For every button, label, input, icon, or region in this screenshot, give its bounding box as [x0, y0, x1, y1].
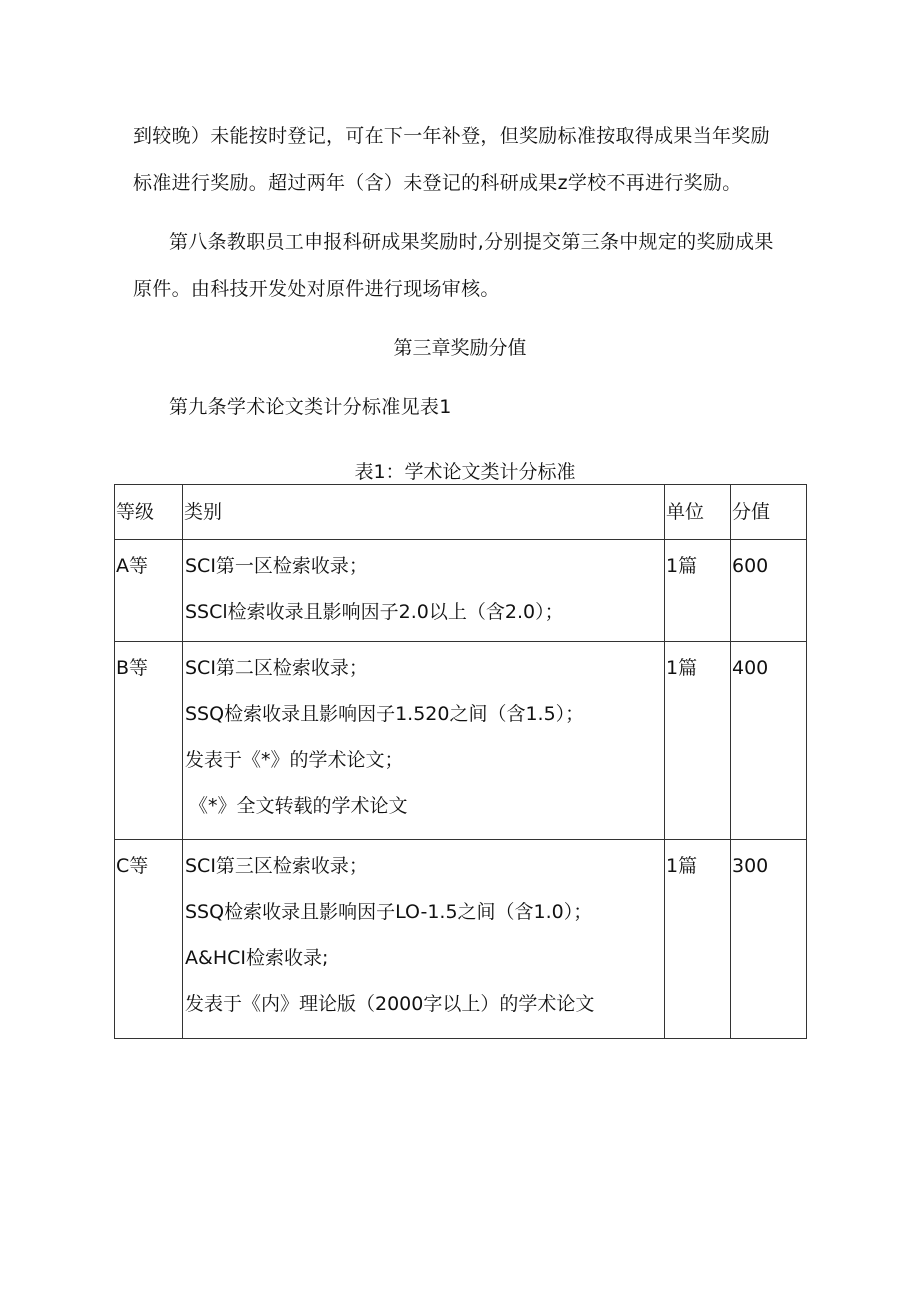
category-item: SSCl检索收录且影响因子2.0以上（含2.0）； [185, 601, 564, 623]
score-cell: 400 [731, 642, 807, 840]
table-row [115, 540, 807, 642]
header-category: 类别 [183, 485, 665, 540]
unit-cell: 1篇 [665, 840, 731, 1039]
category-cell [183, 840, 665, 1039]
category-item: SCI第二区检索收录； [185, 657, 368, 679]
category-item: SSQ检索收录且影响因子1.520之间（含1.5）； [185, 703, 585, 725]
unit-cell: 1篇 [665, 540, 731, 642]
category-item: SCI第三区检索收录； [185, 855, 368, 877]
table-header-row [115, 485, 807, 540]
grade-cell: B等 [115, 642, 183, 840]
category-item: SSQ检索收录且影响因子LO-1.5之间（含1.0）； [185, 901, 593, 923]
category-item: A&HCI检索收录; [185, 947, 329, 969]
paragraph-line: 第八条教职员工申报科研成果奖励时,分别提交第三条中规定的奖励成果 [169, 231, 774, 253]
header-unit: 单位 [665, 485, 731, 540]
score-cell: 300 [731, 840, 807, 1039]
category-cell [183, 540, 665, 642]
header-score: 分值 [731, 485, 807, 540]
category-item: 《*》全文转载的学术论文 [189, 795, 408, 817]
table-row [115, 642, 807, 840]
unit-cell: 1篇 [665, 642, 731, 840]
paragraph-line: 到较晚）未能按时登记，可在下一年补登，但奖励标准按取得成果当年奖励 [133, 125, 770, 147]
paragraph-line: 原件。由科技开发处对原件进行现场审核。 [133, 278, 500, 300]
category-item: 发表于《*》的学术论文； [185, 749, 404, 771]
score-cell: 600 [731, 540, 807, 642]
table-caption: 表1：学术论文类计分标准 [354, 461, 576, 483]
category-item: SCI第一区检索收录； [185, 555, 368, 577]
grade-cell: A等 [115, 540, 183, 642]
paragraph-line: 第九条学术论文类计分标准见表1 [169, 396, 452, 418]
paragraph-line: 标准进行奖励。超过两年（含）未登记的科研成果z学校不再进行奖励。 [133, 172, 742, 194]
score-table [114, 484, 807, 1039]
grade-cell: C等 [115, 840, 183, 1039]
category-item: 发表于《内》理论版（2000字以上）的学术论文 [185, 993, 595, 1015]
header-grade: 等级 [115, 485, 183, 540]
chapter-title: 第三章奖励分值 [393, 337, 527, 359]
table-row [115, 840, 807, 1039]
category-cell [183, 642, 665, 840]
